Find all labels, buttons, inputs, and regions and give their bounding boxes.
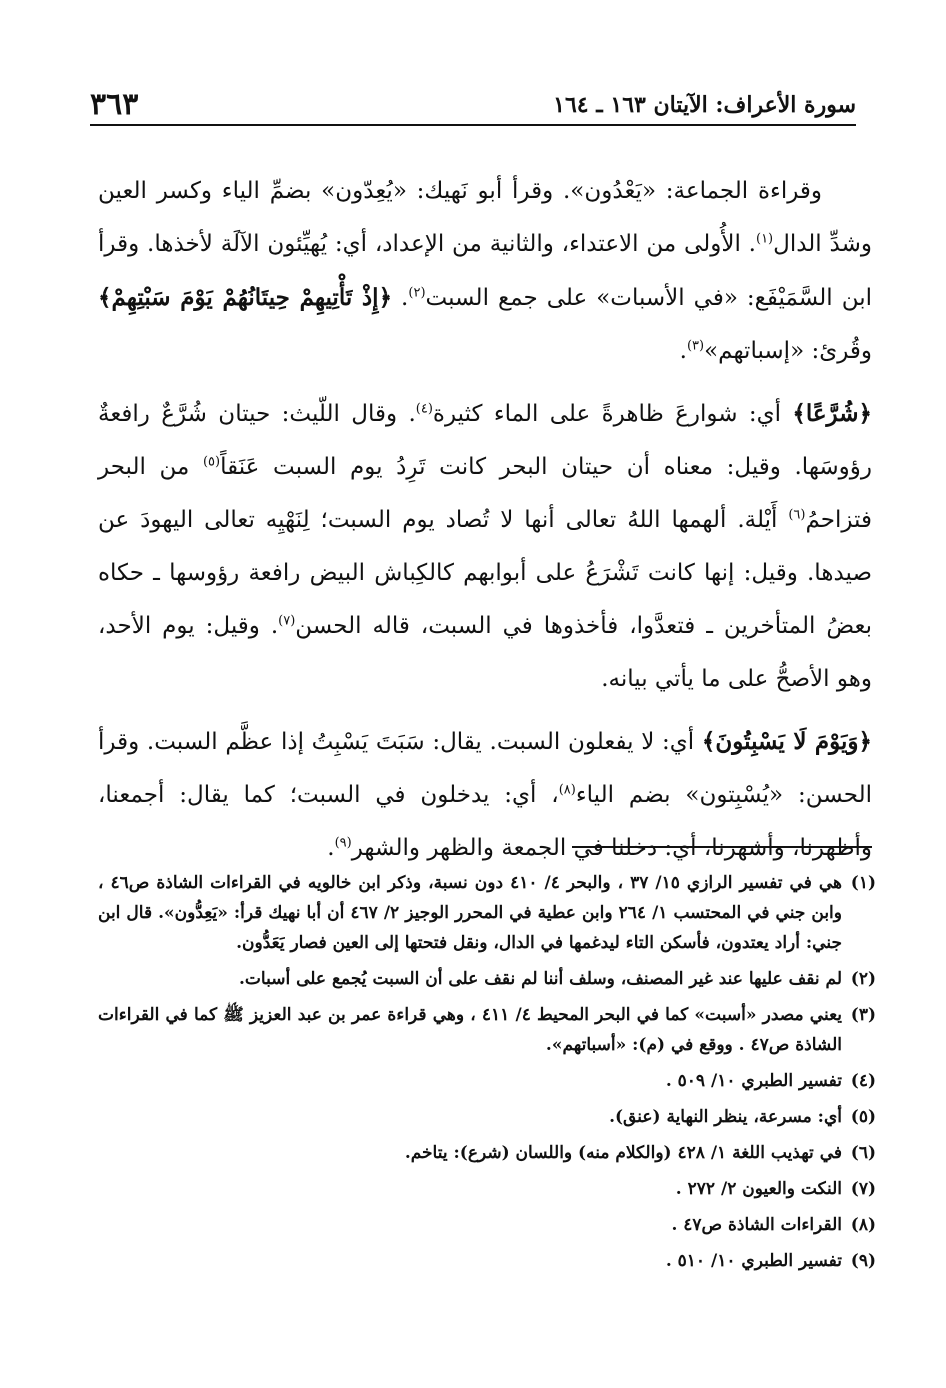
footnote-ref: (٩) — [334, 835, 352, 851]
text-run: أَيْلة. ألهمها اللهُ تعالى أنها لا تُصاد يوم السبت؛ لِنَهْيِه تعالى اليهودَ عن صيدها. وقيل: إنها كانت تَشْرَعُ على أبوابهم كالكِباش البيض رافعة رؤوسها ـ حكاه بعضُ المتأخرين ـ فتعدَّوا، فأخذوها في السبت، قاله الحسن — [98, 507, 872, 639]
text-run: . — [327, 835, 335, 861]
footnote-number: (٢) — [850, 969, 876, 989]
footnote-text: يعني مصدر «أسبت» كما في البحر المحيط ٤/ ٤١١ ، وهي قراءة عمر بن عبد العزيز ﷺ كما في القراءات الشاذة ص٤٧ . ووقع في (م): «أسباتهم». — [98, 1005, 843, 1055]
text-run: . وقيل: يوم الأحد، وهو الأصحُّ على ما يأتي بيانه. — [98, 613, 872, 692]
footnote-item — [98, 1000, 876, 1060]
footnote-number: (١) — [850, 873, 876, 893]
footnote-text: القراءات الشاذة ص٤٧ . — [671, 1215, 842, 1235]
main-text — [98, 165, 872, 884]
footnote-item — [98, 1174, 876, 1204]
page-number: ٣٦٣ — [90, 87, 139, 122]
footnote-ref: (٤) — [415, 401, 433, 417]
footnote-item — [98, 1066, 876, 1096]
footnote-ref: (٨) — [558, 782, 576, 798]
text-run: . — [392, 285, 409, 311]
footnote-text: لم نقف عليها عند غير المصنف، وسلف أننا لم نقف على أن السبت يُجمع على أسبات. — [238, 969, 842, 989]
footnote-text: النكت والعيون ٢/ ٢٧٢ . — [675, 1179, 842, 1199]
footnote-number: (٤) — [850, 1071, 876, 1091]
quran-verse: ﴿إِذْ تَأْتِيهِمْ حِيتَانُهُمْ يَوْمَ سَبْتِهِمْ﴾ — [98, 284, 393, 311]
footnote-item — [98, 964, 876, 994]
footnote-ref: (١) — [755, 231, 774, 247]
footnote-text: في تهذيب اللغة ١/ ٤٢٨ (والكلام منه) واللسان (شرع): يتاخم. — [404, 1143, 842, 1163]
paragraph-3 — [98, 715, 872, 875]
footnote-number: (٦) — [850, 1143, 876, 1163]
footnote-ref: (٧) — [278, 613, 296, 629]
footnote-text: تفسير الطبري ١٠/ ٥١٠ . — [665, 1251, 842, 1271]
footnote-number: (٥) — [850, 1107, 876, 1127]
footnote-ref: (٢) — [408, 285, 426, 301]
text-run: أي: لا يفعلون السبت. يقال: سَبَتَ يَسْبِتُ إذا عظَّم السبت. وقرأ الحسن: «يُسْبِتون» بضم الياء — [98, 729, 872, 808]
footnote-item — [98, 1210, 876, 1240]
footnote-text: أي: مسرعة، ينظر النهاية (عنق). — [609, 1107, 842, 1127]
footnotes — [98, 868, 876, 1282]
text-run: . — [679, 338, 687, 364]
running-header — [90, 80, 856, 126]
text-run: ، أي: يدخلون في السبت؛ كما يقال: أجمعنا، وأظهرنا، وأشهرنا، أي: دخلنا في الجمعة والظهر والشهر — [98, 782, 872, 861]
footnote-ref: (٦) — [788, 507, 806, 523]
text-run: أي: شوارعَ ظاهرةً على الماء كثيرة — [432, 401, 793, 427]
text-run: . الأُولى من الاعتداء، والثانية من الإعداد، أي: يُهيِّئون الآلَة لأخذها. وقرأ ابن السَّمَيْفَع: «في الأسبات» على جمع السبت — [98, 231, 873, 311]
text-run: وقراءة الجماعة: «يَعْدُون». وقرأ أبو نَهيك: «يُعِدّون» بضمِّ الياء وكسر العين وشدِّ الدال — [98, 178, 872, 257]
paragraph-2 — [98, 387, 872, 706]
paragraph-1 — [98, 165, 872, 378]
footnote-text: تفسير الطبري ١٠/ ٥٠٩ . — [665, 1071, 842, 1091]
text-run: . وقال اللّيث: حيتان شُرَّعٌ رافعةٌ رؤوسَها. وقيل: معناه أن حيتان البحر كانت تَرِدُ يوم السبت عَنَقاً — [98, 401, 873, 480]
footnote-item — [98, 868, 876, 958]
footnote-item — [98, 1138, 876, 1168]
footnote-separator — [572, 846, 872, 848]
text-run: وقُرئ: «إسباتهم» — [704, 338, 872, 364]
footnote-item — [98, 1102, 876, 1132]
footnote-ref: (٥) — [202, 454, 221, 470]
chapter-title: سورة الأعراف: الآيتان ١٦٣ ـ ١٦٤ — [553, 92, 856, 118]
footnote-number: (٩) — [850, 1251, 876, 1271]
quran-verse: ﴿وَيَوْمَ لَا يَسْبِتُونَ﴾ — [701, 728, 872, 755]
footnote-ref: (٣) — [686, 338, 705, 354]
footnote-number: (٧) — [850, 1179, 876, 1199]
footnote-item — [98, 1246, 876, 1276]
footnote-number: (٣) — [850, 1005, 876, 1025]
quran-verse: ﴿شُرَّعًا﴾ — [792, 400, 872, 427]
footnote-number: (٨) — [850, 1215, 876, 1235]
footnote-text: هي في تفسير الرازي ١٥/ ٣٧ ، والبحر ٤/ ٤١٠ دون نسبة، وذكر ابن خالويه في القراءات الشاذة ص٤٦ ، وابن جني في المحتسب ١/ ٢٦٤ وابن عطية في المحرر الوجيز ٢/ ٤٦٧ أن أبا نهيك قرأ: «يَعِدُّون». قال ابن جني: أراد يعتدون، فأسكن التاء ليدغمها في الدال، ونقل فتحتها إلى العين فصار يَعَدُّون. — [98, 873, 842, 953]
text-run: من البحر فتزاحمُ — [98, 454, 872, 533]
